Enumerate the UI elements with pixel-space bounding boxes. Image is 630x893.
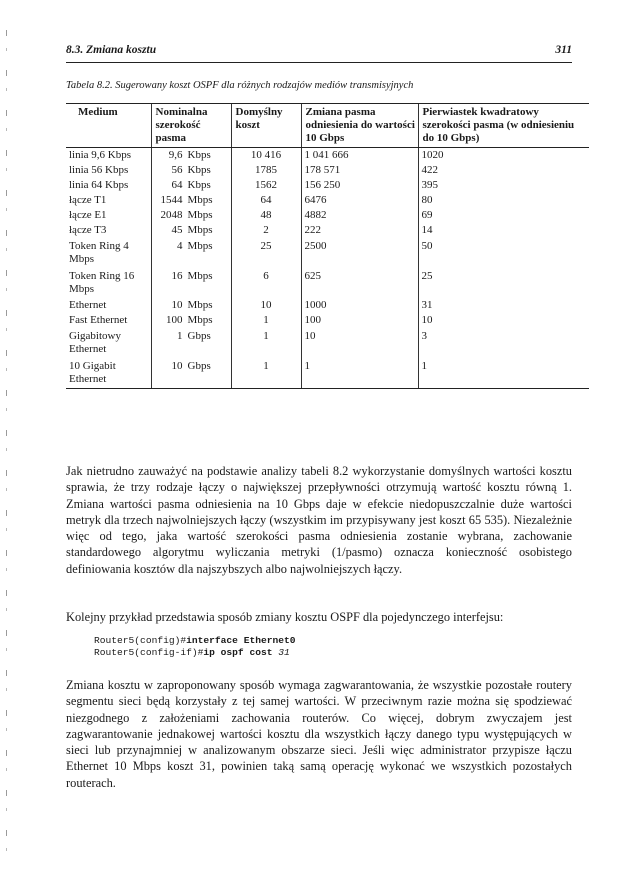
table-row [66, 193, 589, 208]
bandwidth-unit: Kbps [187, 179, 211, 191]
cell-bandwidth [151, 178, 231, 193]
table-row [66, 208, 589, 223]
cell-sqrt-cost: 10 [418, 313, 589, 328]
cell-default-cost: 1 [231, 358, 301, 389]
running-header [66, 42, 572, 63]
column-header-default-cost: Domyślny koszt [231, 104, 301, 148]
cell-default-cost: 2 [231, 223, 301, 238]
cell-bandwidth [151, 268, 231, 298]
cell-medium: łącze E1 [69, 209, 107, 221]
cell-default-cost: 1785 [231, 163, 301, 178]
bandwidth-value: 10 [171, 360, 183, 372]
table-row [66, 223, 589, 238]
bandwidth-unit: Mbps [187, 194, 213, 206]
code-prompt: Router5(config-if)# [94, 647, 204, 658]
bandwidth-unit: Mbps [187, 270, 213, 282]
bandwidth-unit: Kbps [187, 149, 211, 161]
cell-medium: Ethernet [69, 299, 107, 311]
cell-medium: linia 64 Kbps [69, 179, 129, 191]
bandwidth-value: 2048 [160, 209, 183, 221]
cell-medium: Token Ring 16 Mbps [69, 270, 135, 295]
cell-reference-10g: 222 [301, 223, 418, 238]
chapter-title: 8.3. Zmiana kosztu [66, 44, 157, 56]
bandwidth-value: 16 [171, 270, 183, 282]
table-row [66, 178, 589, 193]
column-header-bandwidth: Nominalna szerokość pasma [151, 104, 231, 148]
bandwidth-value: 1544 [160, 194, 183, 206]
cell-bandwidth [151, 313, 231, 328]
cell-default-cost: 48 [231, 208, 301, 223]
cell-medium: łącze T1 [69, 194, 107, 206]
cell-reference-10g: 10 [301, 328, 418, 358]
table-header-row [66, 104, 589, 148]
cell-reference-10g: 178 571 [301, 163, 418, 178]
bandwidth-value: 4 [177, 240, 183, 252]
cell-bandwidth [151, 163, 231, 178]
code-argument: 31 [278, 647, 290, 658]
table-row [66, 148, 589, 164]
cell-bandwidth [151, 148, 231, 164]
cell-medium: Token Ring 4 Mbps [69, 240, 129, 265]
bandwidth-unit: Gbps [187, 360, 211, 372]
cell-reference-10g: 4882 [301, 208, 418, 223]
cell-bandwidth [151, 193, 231, 208]
bandwidth-value: 9,6 [168, 149, 183, 161]
bandwidth-unit: Mbps [187, 299, 213, 311]
cell-default-cost: 25 [231, 238, 301, 268]
cell-sqrt-cost: 69 [418, 208, 589, 223]
code-line [94, 647, 290, 658]
scan-margin-artifact [6, 30, 7, 870]
bandwidth-unit: Mbps [187, 240, 213, 252]
table-row [66, 163, 589, 178]
code-line [94, 635, 296, 646]
cell-sqrt-cost: 14 [418, 223, 589, 238]
cell-sqrt-cost: 25 [418, 268, 589, 298]
cell-medium: Gigabitowy Ethernet [69, 330, 121, 355]
bandwidth-unit: Gbps [187, 330, 211, 342]
cell-reference-10g: 1000 [301, 298, 418, 313]
table-row [66, 268, 589, 298]
cell-reference-10g: 2500 [301, 238, 418, 268]
cell-bandwidth [151, 208, 231, 223]
cell-reference-10g: 6476 [301, 193, 418, 208]
code-command: interface Ethernet0 [186, 635, 296, 646]
cell-medium: łącze T3 [69, 224, 107, 236]
cell-bandwidth [151, 223, 231, 238]
cell-default-cost: 10 [231, 298, 301, 313]
cell-reference-10g: 100 [301, 313, 418, 328]
bandwidth-value: 64 [171, 179, 183, 191]
cell-default-cost: 1562 [231, 178, 301, 193]
cell-default-cost: 1 [231, 328, 301, 358]
code-command: ip ospf cost [203, 647, 273, 658]
column-header-medium: Medium [66, 104, 151, 148]
cell-default-cost: 6 [231, 268, 301, 298]
paragraph-analysis: Jak nietrudno zauważyć na podstawie analizy tabeli 8.2 wykorzystanie domyślnych wartości kosztu sprawia, że trzy rodzaje łączy o największej przepływności otrzymują wartość kosztu równą 1. Zmiana wartości pasma odniesienia na 10 Gbps daje w efekcie niedopuszczalnie duże wartości metryk dla trzech najwolniejszych łączy (wszystkim im przypisywany jest koszt 65 535). Niezależnie więc od tego, jaka wartość szerokości pasma odniesienia zostanie wybrana, zachowanie standardowego algorytmu wyliczania metryki (1/pasmo) oznacza konieczność osobistego definiowania kosztów dla najszybszych albo najwolniejszych łączy. [66, 464, 572, 576]
table-row [66, 358, 589, 389]
cell-reference-10g: 625 [301, 268, 418, 298]
cell-sqrt-cost: 50 [418, 238, 589, 268]
table-row [66, 328, 589, 358]
bandwidth-value: 45 [171, 224, 183, 236]
cell-sqrt-cost: 31 [418, 298, 589, 313]
column-header-sqrt: Pierwiastek kwadratowy szerokości pasma (w odniesieniu do 10 Gbps) [418, 104, 589, 148]
cell-sqrt-cost: 1 [418, 358, 589, 389]
bandwidth-value: 100 [166, 314, 183, 326]
cell-medium: linia 9,6 Kbps [69, 149, 132, 161]
cell-sqrt-cost: 80 [418, 193, 589, 208]
cell-reference-10g: 156 250 [301, 178, 418, 193]
cell-default-cost: 64 [231, 193, 301, 208]
cell-medium: Fast Ethernet [69, 314, 128, 326]
bandwidth-value: 1 [177, 330, 183, 342]
bandwidth-unit: Mbps [187, 224, 213, 236]
bandwidth-value: 10 [171, 299, 183, 311]
table-row [66, 238, 589, 268]
cell-bandwidth [151, 238, 231, 268]
cell-bandwidth [151, 328, 231, 358]
page-number: 311 [555, 44, 572, 56]
cell-sqrt-cost: 1020 [418, 148, 589, 164]
column-header-reference-10g: Zmiana pasma odniesienia do wartości 10 Gbps [301, 104, 418, 148]
cell-sqrt-cost: 395 [418, 178, 589, 193]
code-prompt: Router5(config)# [94, 635, 187, 646]
bandwidth-unit: Kbps [187, 164, 211, 176]
cell-medium: linia 56 Kbps [69, 164, 129, 176]
cell-default-cost: 1 [231, 313, 301, 328]
cell-sqrt-cost: 422 [418, 163, 589, 178]
cell-bandwidth [151, 298, 231, 313]
cell-reference-10g: 1 041 666 [301, 148, 418, 164]
bandwidth-unit: Mbps [187, 209, 213, 221]
bandwidth-value: 56 [171, 164, 183, 176]
cell-sqrt-cost: 3 [418, 328, 589, 358]
code-block [94, 635, 296, 659]
cell-reference-10g: 1 [301, 358, 418, 389]
bandwidth-unit: Mbps [187, 314, 213, 326]
table-row [66, 298, 589, 313]
table-body [66, 148, 589, 389]
paragraph-example-intro: Kolejny przykład przedstawia sposób zmiany kosztu OSPF dla pojedynczego interfejsu: [66, 610, 504, 624]
paragraph-consistency: Zmiana kosztu w zaproponowany sposób wymaga zagwarantowania, że wszystkie pozostałe routery segmentu sieci będą korzystały z tej samej wartości. W przeciwnym razie można się spodziewać niezgodnego z założeniami zachowania routerów. Co więcej, dobrym zwyczajem jest zagwarantowanie jednakowej wartości kosztu dla wszystkich łączy danego typu występujących w sieci lub przynajmniej w analizowanym obszarze sieci. Jeśli więc administrator przypisze łączu Ethernet 10 Mbps koszt 31, powinien taką samą operację wykonać we wszystkich pozostałych routerach. [66, 678, 572, 790]
cell-bandwidth [151, 358, 231, 389]
table-caption: Tabela 8.2. Sugerowany koszt OSPF dla różnych rodzajów mediów transmisyjnych [66, 80, 414, 91]
table-row [66, 313, 589, 328]
cell-default-cost: 10 416 [231, 148, 301, 164]
ospf-cost-table [66, 103, 589, 389]
cell-medium: 10 Gigabit Ethernet [66, 358, 151, 389]
